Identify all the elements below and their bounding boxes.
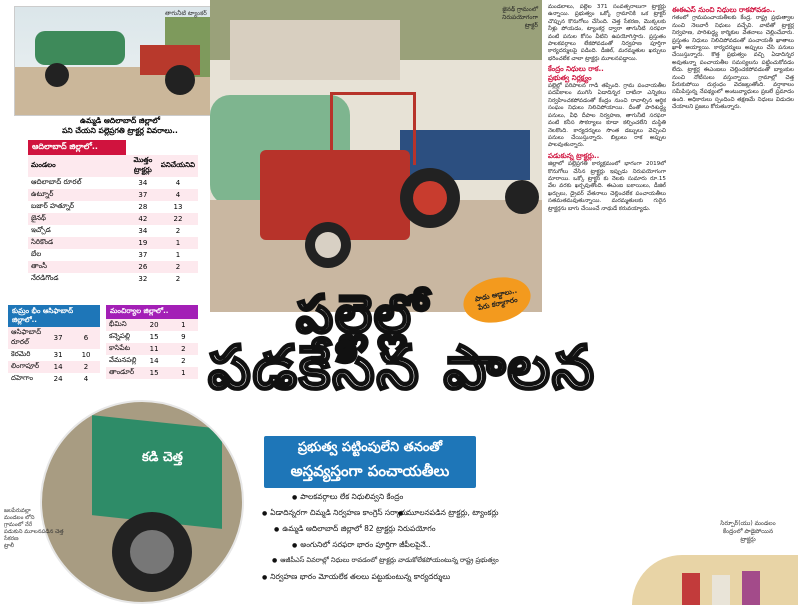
col1-para: మండలాలు, పల్లెల 371 సంవత్సరాలుగా ట్రాక్టర్లు ఉన్నాయి. ప్రభుత్వం ఒక్కో గ్రామానికి ఒక ట్రాక్టర్ చొప్పున కొనుగోలు చేసింది. చెత్త సేకరణ, మొక్కలకు నీళ్లు పోయడం, ట్యాంకర్ల ద్వారా తాగునీటి సరఫరా వంటి పనుల కోసం వీటిని ఉపయోగిస్తారు. ప్రస్తుతం పాలకవర్గాలు లేకపోవడంతో నిర్వహణ పూర్తిగా కార్యదర్శులపై పడింది. డీజిల్, మరమ్మతుల ఖర్చులు భరించలేక చాలా ట్రాక్టర్లు మూలనపడ్డాయి. [548,4,666,62]
col2-para: గతంలో గ్రామపంచాయతీలకు కేంద్ర, రాష్ట్ర ప్రభుత్వాల నుంచి నెలవారీ నిధులు వచ్చేవి. వాటితో ట్రాక్టర్ల నిర్వహణ, పారిశుద్ధ్య కార్మికుల వేతనాలు చెల్లించేవారు. ప్రస్తుతం నిధులు నిలిచిపోవడంతో పంచాయతీ ఖాతాలు ఖాళీ అయ్యాయి. కార్యదర్శులు అప్పులు చేసి పనులు చేయిస్తున్నారు. కొత్త ప్రభుత్వం వచ్చి ఏడాదిన్నర అవుతున్నా పంచాయతీల సమస్యలను పట్టించుకోవడం లేదు. ట్రాక్టర్ల ఈఎంఐలు చెల్లించకపోవడంతో బ్యాంకుల నుంచి నోటీసులు వస్తున్నాయి. గ్రామాల్లో చెత్త పేరుకుపోయి దుర్గంధం వెదజల్లుతోంది. వర్షాకాలం సమీపిస్తున్న నేపథ్యంలో అంటువ్యాధులు ప్రబలే ప్రమాదం ఉంది. అధికారులు స్పందించి తక్షణమే నిధులు విడుదల చేయాలని ప్రజలు కోరుతున్నారు. [672,15,794,111]
count-cell: 34 [128,225,158,237]
table-row [8,327,100,349]
table-row [106,367,198,379]
count-cell: 2 [158,273,198,285]
komaram-table-title: కుమ్రం భీం ఆసిఫాబాద్ జిల్లాలో.. [8,305,100,327]
tractor-table-caption: ఉమ్మడి ఆదిలాబాద్ జిల్లాలో పని చేయని పల్లెప్రగతి ట్రాక్టర్ల వివరాలు.. [62,116,178,135]
badge-text: పాడు అద్దాలు.. పేరు కర్మాగారం [474,286,519,312]
mandal-cell: ఇచ్చోడ [28,225,128,237]
mandal-cell: సిరికొండ [28,237,128,249]
bullet-item: ● అంగునిలో సరఫరా భారం పూర్తిగా జీపీలపైనే.. [292,540,431,551]
count-cell: 14 [44,361,72,373]
table-row [28,237,198,249]
tanker-label: తాగునీటి ట్యాంకర్ [165,10,207,17]
count-cell: 6 [72,327,100,349]
mandal-cell: ఆసిఫాబాద్ రూరల్ [8,327,44,349]
count-cell: 9 [169,331,198,343]
mandal-cell: బజార్ హత్నూర్ [28,201,128,213]
adilabad-table [28,140,198,285]
main-tractor-photo [210,0,542,312]
count-cell: 13 [158,201,198,213]
mandal-cell: బేల [28,249,128,261]
col1-subhead2: ప్రభుత్వ నిర్లక్ష్యం [548,73,592,82]
main-photo-caption: జైనథ్ గ్రామంలో నిరుపయోగంగా ట్రాక్టర్ [502,6,538,29]
adilabad-table-title: ఆదిలాబాద్ జిల్లాలో.. [28,140,126,155]
table-row [8,361,100,373]
bottom-right-caption: సిర్పూర్(యు) మండలం కేంద్రంలో పాడైపోయిన ట్రాక్టర్లు [720,520,776,543]
col1-para3: జిల్లాలో పల్లెప్రగతి కార్యక్రమంలో భాగంగా 2019లో కొనుగోలు చేసిన ట్రాక్టర్లు ఇప్పుడు నిరుపయోగంగా మారాయి. ఒక్కో ట్రాక్టర్ కు నెలకు సుమారు రూ.15 వేల వరకు ఖర్చవుతోంది. ఈఎంఐ బకాయిలు, డీజిల్ ఖర్చులు, డ్రైవర్ వేతనాలు చెల్లించలేక పంచాయతీలు సతమతమవుతున్నాయి. మరమ్మతులకు గురైన ట్రాక్టర్లను బాగు చేయించే నాథుడే కరువయ్యాడు. [548,161,666,212]
mandal-cell: నేరడిగొండ [28,273,128,285]
count-cell: 24 [44,373,72,385]
mandal-cell: వేమనపల్లి [106,355,139,367]
article-column-2 [672,4,794,540]
trolley-label: కడి చెత్త [142,450,183,465]
bullet-item: ● పాలకవర్గాలు లేక నిధులివ్వని కేంద్రం [292,492,403,503]
count-cell: 1 [158,237,198,249]
mandal-cell: తాండూర్ [106,367,139,379]
headline-line1: పల్లెల్లో [296,285,430,345]
mandal-cell: ఆదిలాబాద్ రూరల్ [28,177,128,189]
komaram-table [8,305,100,385]
table-row [106,343,198,355]
adilabad-data-table [28,155,198,285]
count-cell: 34 [128,177,158,189]
mandal-cell: తాంసీ [28,261,128,273]
header-cell: మొత్తం ట్రాక్టర్లు [128,155,158,177]
trolley-caption: జలపేరువల్లా మండలం లోని గ్రామంలో నేరే పడుకుని మూలనపడిన చెత్త సేకరణ ట్రాలీ [4,508,64,549]
mancherial-data-table [106,319,198,379]
count-cell: 19 [128,237,158,249]
count-cell: 28 [128,201,158,213]
mandal-cell: లింగాపూర్ [8,361,44,373]
header-cell: మండలం [28,155,128,177]
bullet-item: ● ఆజీపీఎస్ వివరాల్లో నిధులు రావడంలో ట్రాక్టర్లు వాడుకోలేకపోయంటున్న రాష్ట్ర ప్రభుత్వం [272,556,499,566]
table-row [8,373,100,385]
mandal-cell: ఉట్నూర్ [28,189,128,201]
count-cell: 22 [158,213,198,225]
count-cell: 20 [139,319,168,331]
count-cell: 14 [139,355,168,367]
count-cell: 10 [72,349,100,361]
table-row [28,201,198,213]
table-row [28,249,198,261]
mandal-cell: భీమిని [106,319,139,331]
table-row [8,349,100,361]
bullet-item: ● నిర్వహణ భారం మోయలేక తలలు పట్టుకుంటున్న కార్యదర్శులు [262,572,450,583]
col1-subhead3: పడుకున్న ట్రాక్టర్లు.. [548,151,600,160]
count-cell: 42 [128,213,158,225]
table-row [28,225,198,237]
table-row [106,355,198,367]
count-cell: 15 [139,367,168,379]
count-cell: 37 [44,327,72,349]
mandal-cell: దహెగాం [8,373,44,385]
mandal-cell: కన్నెపల్లి [106,331,139,343]
count-cell: 4 [158,177,198,189]
col1-para2: పల్లెల్లో పరిపాలన గాడి తప్పింది. గ్రామ పంచాయతీల పదవీకాలం ముగిసి ఏడాదిన్నర దాటినా ఎన్నికలు నిర్వహించకపోవడంతో కేంద్రం నుంచి రావాల్సిన ఆర్థిక సంఘం నిధులు నిలిచిపోయాయి. దీంతో పారిశుద్ధ్య పనులు, వీధి దీపాల నిర్వహణ, తాగునీటి సరఫరా వంటి కనీస సౌకర్యాలు కూడా కల్పించలేని దుస్థితి నెలకొంది. కార్యదర్శులు సొంత డబ్బులు వెచ్చించి పనులు చేయిస్తున్నారు. బిల్లులు రాక అప్పుల పాలవుతున్నారు. [548,83,666,149]
table-row [28,261,198,273]
bullet-item: ● మూలనపడిన ట్రాక్టర్లు, ట్యాంకర్లు [398,508,499,519]
komaram-data-table [8,327,100,385]
header-cell: పనిచేయనివి [158,155,198,177]
count-cell: 2 [169,355,198,367]
headline-line2: పడకేసిన పాలన [208,333,597,403]
col2-subhead: ఈఈఎస్ నుంచి నిధులు రాకపోవడం.. [672,6,776,14]
subhead-line1: ప్రభుత్వ పట్టింపులేని తనంతో [297,440,443,455]
table-row [106,331,198,343]
mancherial-table-title: మంచిర్యాల జిల్లాలో.. [106,305,198,319]
article-column-1 [548,4,666,600]
table-row [28,189,198,201]
count-cell: 26 [128,261,158,273]
garbage-trolley-photo [40,400,244,604]
count-cell: 32 [128,273,158,285]
mandal-cell: జైనథ్ [28,213,128,225]
bullet-item: ● ఉమ్మడి ఆదిలాబాద్ జిల్లాలో 82 ట్రాక్టర్లు నిరుపయోగం [274,524,436,535]
col1-subhead: కేంద్రం నిధులు రాక.. [548,65,604,74]
count-cell: 37 [128,189,158,201]
bottom-right-photo [632,555,798,605]
count-cell: 31 [44,349,72,361]
count-cell: 4 [158,189,198,201]
subhead-line2: అస్తవ్యస్తంగా పంచాయతీలు [290,462,450,480]
count-cell: 2 [169,343,198,355]
count-cell: 1 [158,249,198,261]
count-cell: 2 [158,261,198,273]
subhead-band [264,436,476,488]
bullet-item: ● ఏడాదిన్నరగా చిమ్మడి నిర్వహణ కాంగ్రెస్ సర్కారు [262,508,408,519]
table-row [28,177,198,189]
count-cell: 1 [169,319,198,331]
count-cell: 37 [128,249,158,261]
count-cell: 2 [158,225,198,237]
count-cell: 11 [139,343,168,355]
count-cell: 1 [169,367,198,379]
count-cell: 4 [72,373,100,385]
table-row [28,273,198,285]
tanker-photo [14,6,238,116]
count-cell: 2 [72,361,100,373]
count-cell: 15 [139,331,168,343]
table-row [28,213,198,225]
table-row [106,319,198,331]
mancherial-table [106,305,198,379]
mandal-cell: కాసిపేట [106,343,139,355]
mandal-cell: కెరమెరి [8,349,44,361]
